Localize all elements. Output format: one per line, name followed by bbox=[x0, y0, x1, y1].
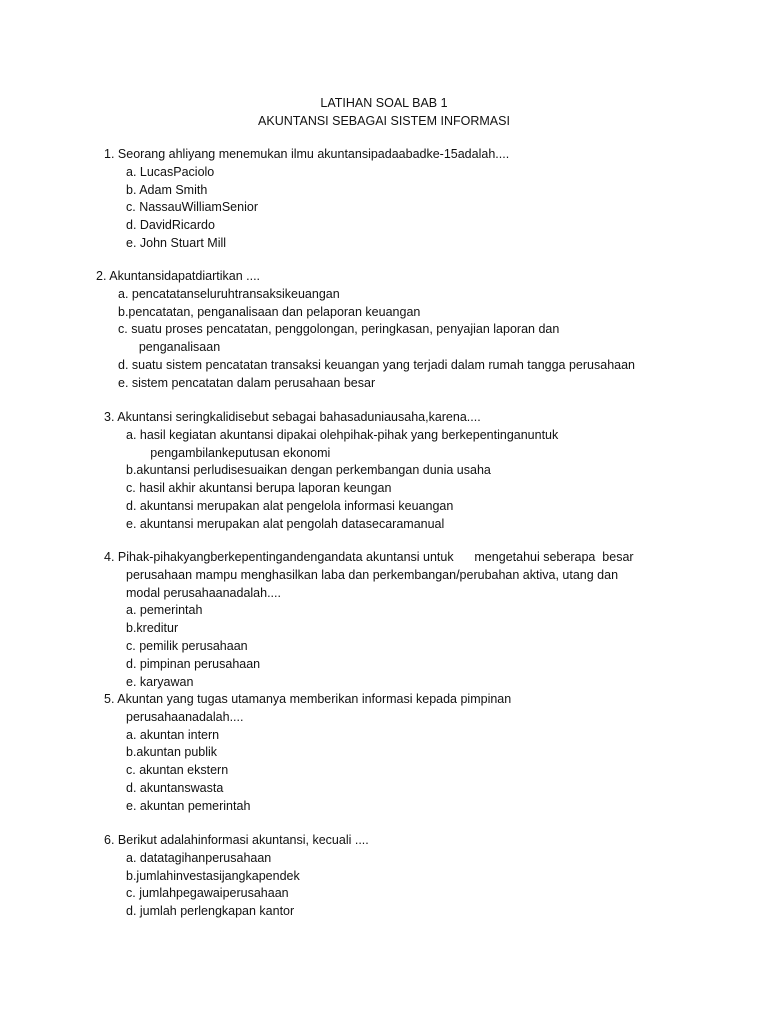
option-item: b.akuntansi perludisesuaikan dengan perkembangan dunia usaha bbox=[126, 463, 491, 478]
question-number: 1. bbox=[104, 147, 115, 161]
question-4 bbox=[104, 548, 634, 690]
option-item: a. pemerintah bbox=[126, 603, 203, 618]
option-item: e. sistem pencatatan dalam perusahaan besar bbox=[118, 375, 376, 390]
question-number: 4. bbox=[104, 550, 115, 564]
option-item: e. John Stuart Mill bbox=[126, 235, 227, 250]
question-number: 5. bbox=[104, 692, 115, 706]
option-list bbox=[118, 285, 635, 392]
option-item: d. jumlah perlengkapan kantor bbox=[126, 904, 295, 919]
question-continuation bbox=[126, 708, 511, 726]
option-item: c. NassauWilliamSenior bbox=[126, 200, 258, 215]
option-item: a. LucasPaciolo bbox=[126, 164, 215, 179]
question-text: Seorang ahliyang menemukan ilmu akuntansipadaabadke-15adalah.... bbox=[117, 147, 510, 161]
question-text: Akuntansidapatdiartikan .... bbox=[109, 269, 261, 283]
option-item: a. datatagihanperusahaan bbox=[126, 850, 272, 865]
question-text: Akuntan yang tugas utamanya memberikan informasi kepada pimpinan bbox=[117, 692, 512, 706]
title-line-1: LATIHAN SOAL BAB 1 bbox=[320, 96, 448, 110]
option-list bbox=[126, 726, 511, 815]
question-continuation bbox=[126, 566, 634, 602]
option-item: b.jumlahinvestasijangkapendek bbox=[126, 868, 300, 883]
option-item: b. Adam Smith bbox=[126, 182, 208, 197]
option-list bbox=[126, 849, 369, 920]
question-3 bbox=[104, 408, 558, 533]
question-5 bbox=[104, 690, 511, 815]
question-text: Berikut adalahinformasi akuntansi, kecuali .... bbox=[117, 833, 369, 847]
question-text: perusahaanadalah.... bbox=[126, 709, 244, 724]
option-item: a. pencatatanseluruhtransaksikeuangan bbox=[118, 286, 340, 301]
question-text: Akuntansi seringkalidisebut sebagai bahasaduniausaha,karena.... bbox=[117, 410, 481, 424]
option-list bbox=[126, 601, 634, 690]
option-item: c. jumlahpegawaiperusahaan bbox=[126, 886, 289, 901]
option-item: a. hasil kegiatan akuntansi dipakai olehpihak-pihak yang berkepentinganuntuk bbox=[126, 427, 559, 442]
question-6 bbox=[104, 831, 369, 920]
option-item: b.pencatatan, penganalisaan dan pelaporan keuangan bbox=[118, 304, 421, 319]
option-item: b.akuntan publik bbox=[126, 745, 218, 760]
option-item: e. akuntansi merupakan alat pengolah datasecaramanual bbox=[126, 516, 445, 531]
question-text: Pihak-pihakyangberkepentingandengandata akuntansi untuk mengetahui seberapa besar bbox=[117, 550, 634, 564]
option-item: d. akuntansi merupakan alat pengelola informasi keuangan bbox=[126, 498, 454, 513]
question-2 bbox=[96, 267, 635, 392]
question-number: 6. bbox=[104, 833, 115, 847]
option-item: e. karyawan bbox=[126, 674, 194, 689]
title-line-2: AKUNTANSI SEBAGAI SISTEM INFORMASI bbox=[258, 114, 510, 128]
question-text: perusahaan mampu menghasilkan laba dan perkembangan/perubahan aktiva, utang dan bbox=[126, 567, 619, 582]
option-item: c. hasil akhir akuntansi berupa laporan keungan bbox=[126, 481, 392, 496]
option-item: e. akuntan pemerintah bbox=[126, 798, 251, 813]
document-title bbox=[0, 94, 768, 130]
option-item: d. DavidRicardo bbox=[126, 218, 215, 233]
option-item: pengambilankeputusan ekonomi bbox=[126, 445, 331, 460]
option-item: penganalisaan bbox=[118, 340, 221, 355]
question-text: modal perusahaanadalah.... bbox=[126, 585, 281, 600]
option-item: a. akuntan intern bbox=[126, 727, 220, 742]
option-item: c. akuntan ekstern bbox=[126, 763, 229, 778]
option-item: c. pemilik perusahaan bbox=[126, 638, 248, 653]
option-item: d. pimpinan perusahaan bbox=[126, 656, 261, 671]
option-list bbox=[126, 163, 509, 252]
question-number: 2. bbox=[96, 269, 107, 283]
option-item: d. akuntanswasta bbox=[126, 780, 224, 795]
option-item: d. suatu sistem pencatatan transaksi keuangan yang terjadi dalam rumah tangga perusahaan bbox=[118, 357, 635, 372]
option-item: c. suatu proses pencatatan, penggolongan, peringkasan, penyajian laporan dan bbox=[118, 322, 560, 337]
option-item: b.kreditur bbox=[126, 621, 179, 636]
question-number: 3. bbox=[104, 410, 115, 424]
option-list bbox=[126, 426, 558, 533]
question-1 bbox=[104, 145, 509, 252]
